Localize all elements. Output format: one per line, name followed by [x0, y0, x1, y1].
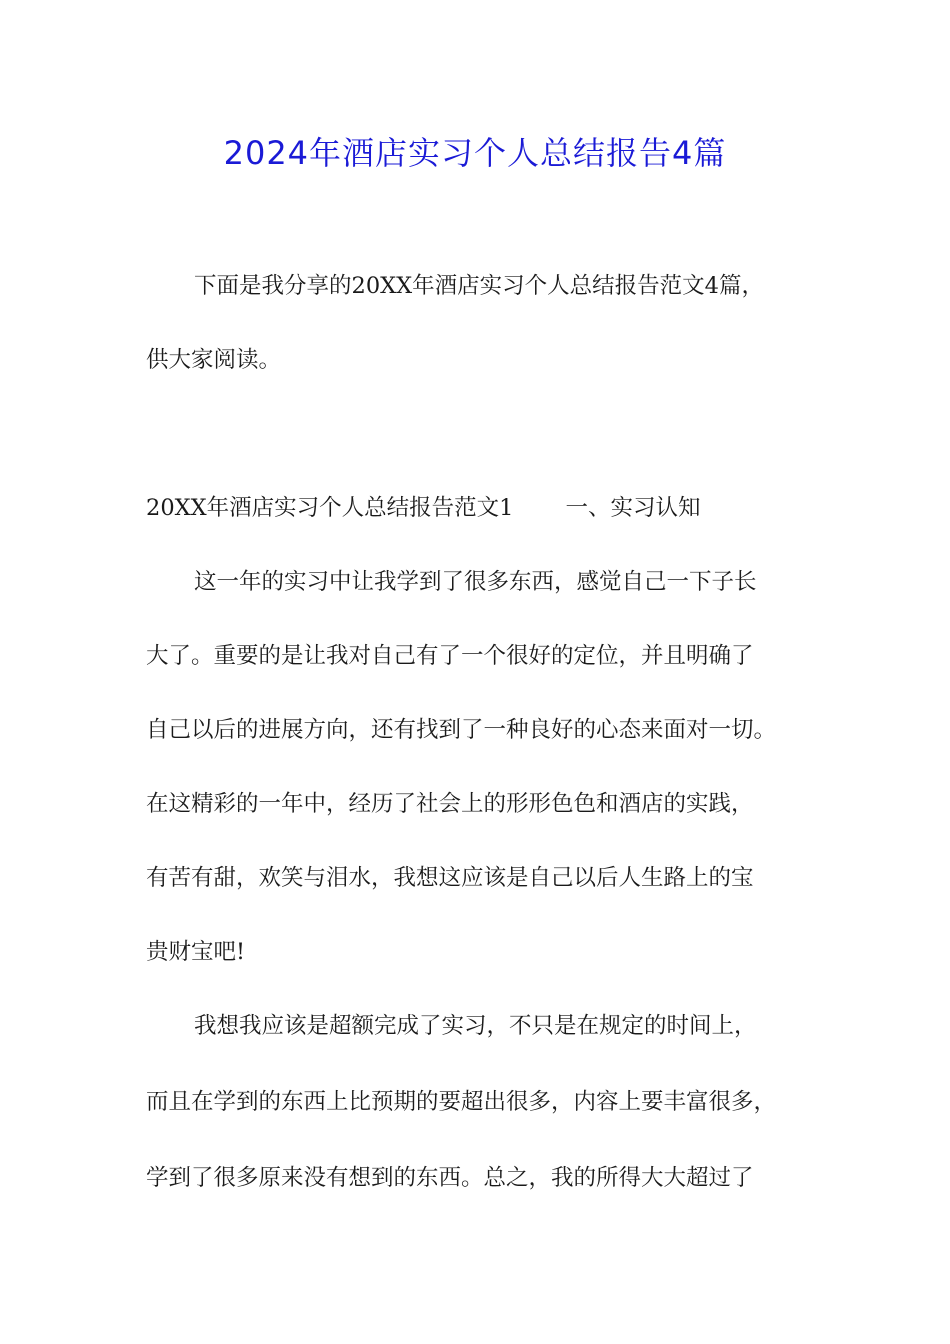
intro-line-2: 供大家阅读。 [146, 347, 282, 373]
document-title: 2024年酒店实习个人总结报告4篇 [223, 134, 727, 172]
intro-line-1: 下面是我分享的20XX年酒店实习个人总结报告范文4篇， [194, 273, 764, 299]
section-heading-row [146, 488, 701, 528]
paragraph-1-line-5: 有苦有甜，欢笑与泪水，我想这应该是自己以后人生路上的宝 [146, 865, 754, 891]
paragraph-1-line-4: 在这精彩的一年中，经历了社会上的形形色色和酒店的实践， [146, 791, 754, 817]
section-heading: 20XX年酒店实习个人总结报告范文1 [146, 495, 514, 521]
paragraph-1-line-1: 这一年的实习中让我学到了很多东西，感觉自己一下子长 [194, 569, 757, 595]
paragraph-2-line-3: 学到了很多原来没有想到的东西。总之，我的所得大大超过了 [146, 1165, 754, 1191]
paragraph-1-line-3: 自己以后的进展方向，还有找到了一种良好的心态来面对一切。 [146, 717, 777, 743]
paragraph-1-line-2: 大了。重要的是让我对自己有了一个很好的定位，并且明确了 [146, 643, 754, 669]
section-subheading: 一、实习认知 [565, 495, 701, 521]
paragraph-2-line-1: 我想我应该是超额完成了实习，不只是在规定的时间上， [194, 1013, 757, 1039]
paragraph-2-line-2: 而且在学到的东西上比预期的要超出很多，内容上要丰富很多， [146, 1089, 777, 1115]
paragraph-1-line-6: 贵财宝吧! [146, 939, 246, 965]
